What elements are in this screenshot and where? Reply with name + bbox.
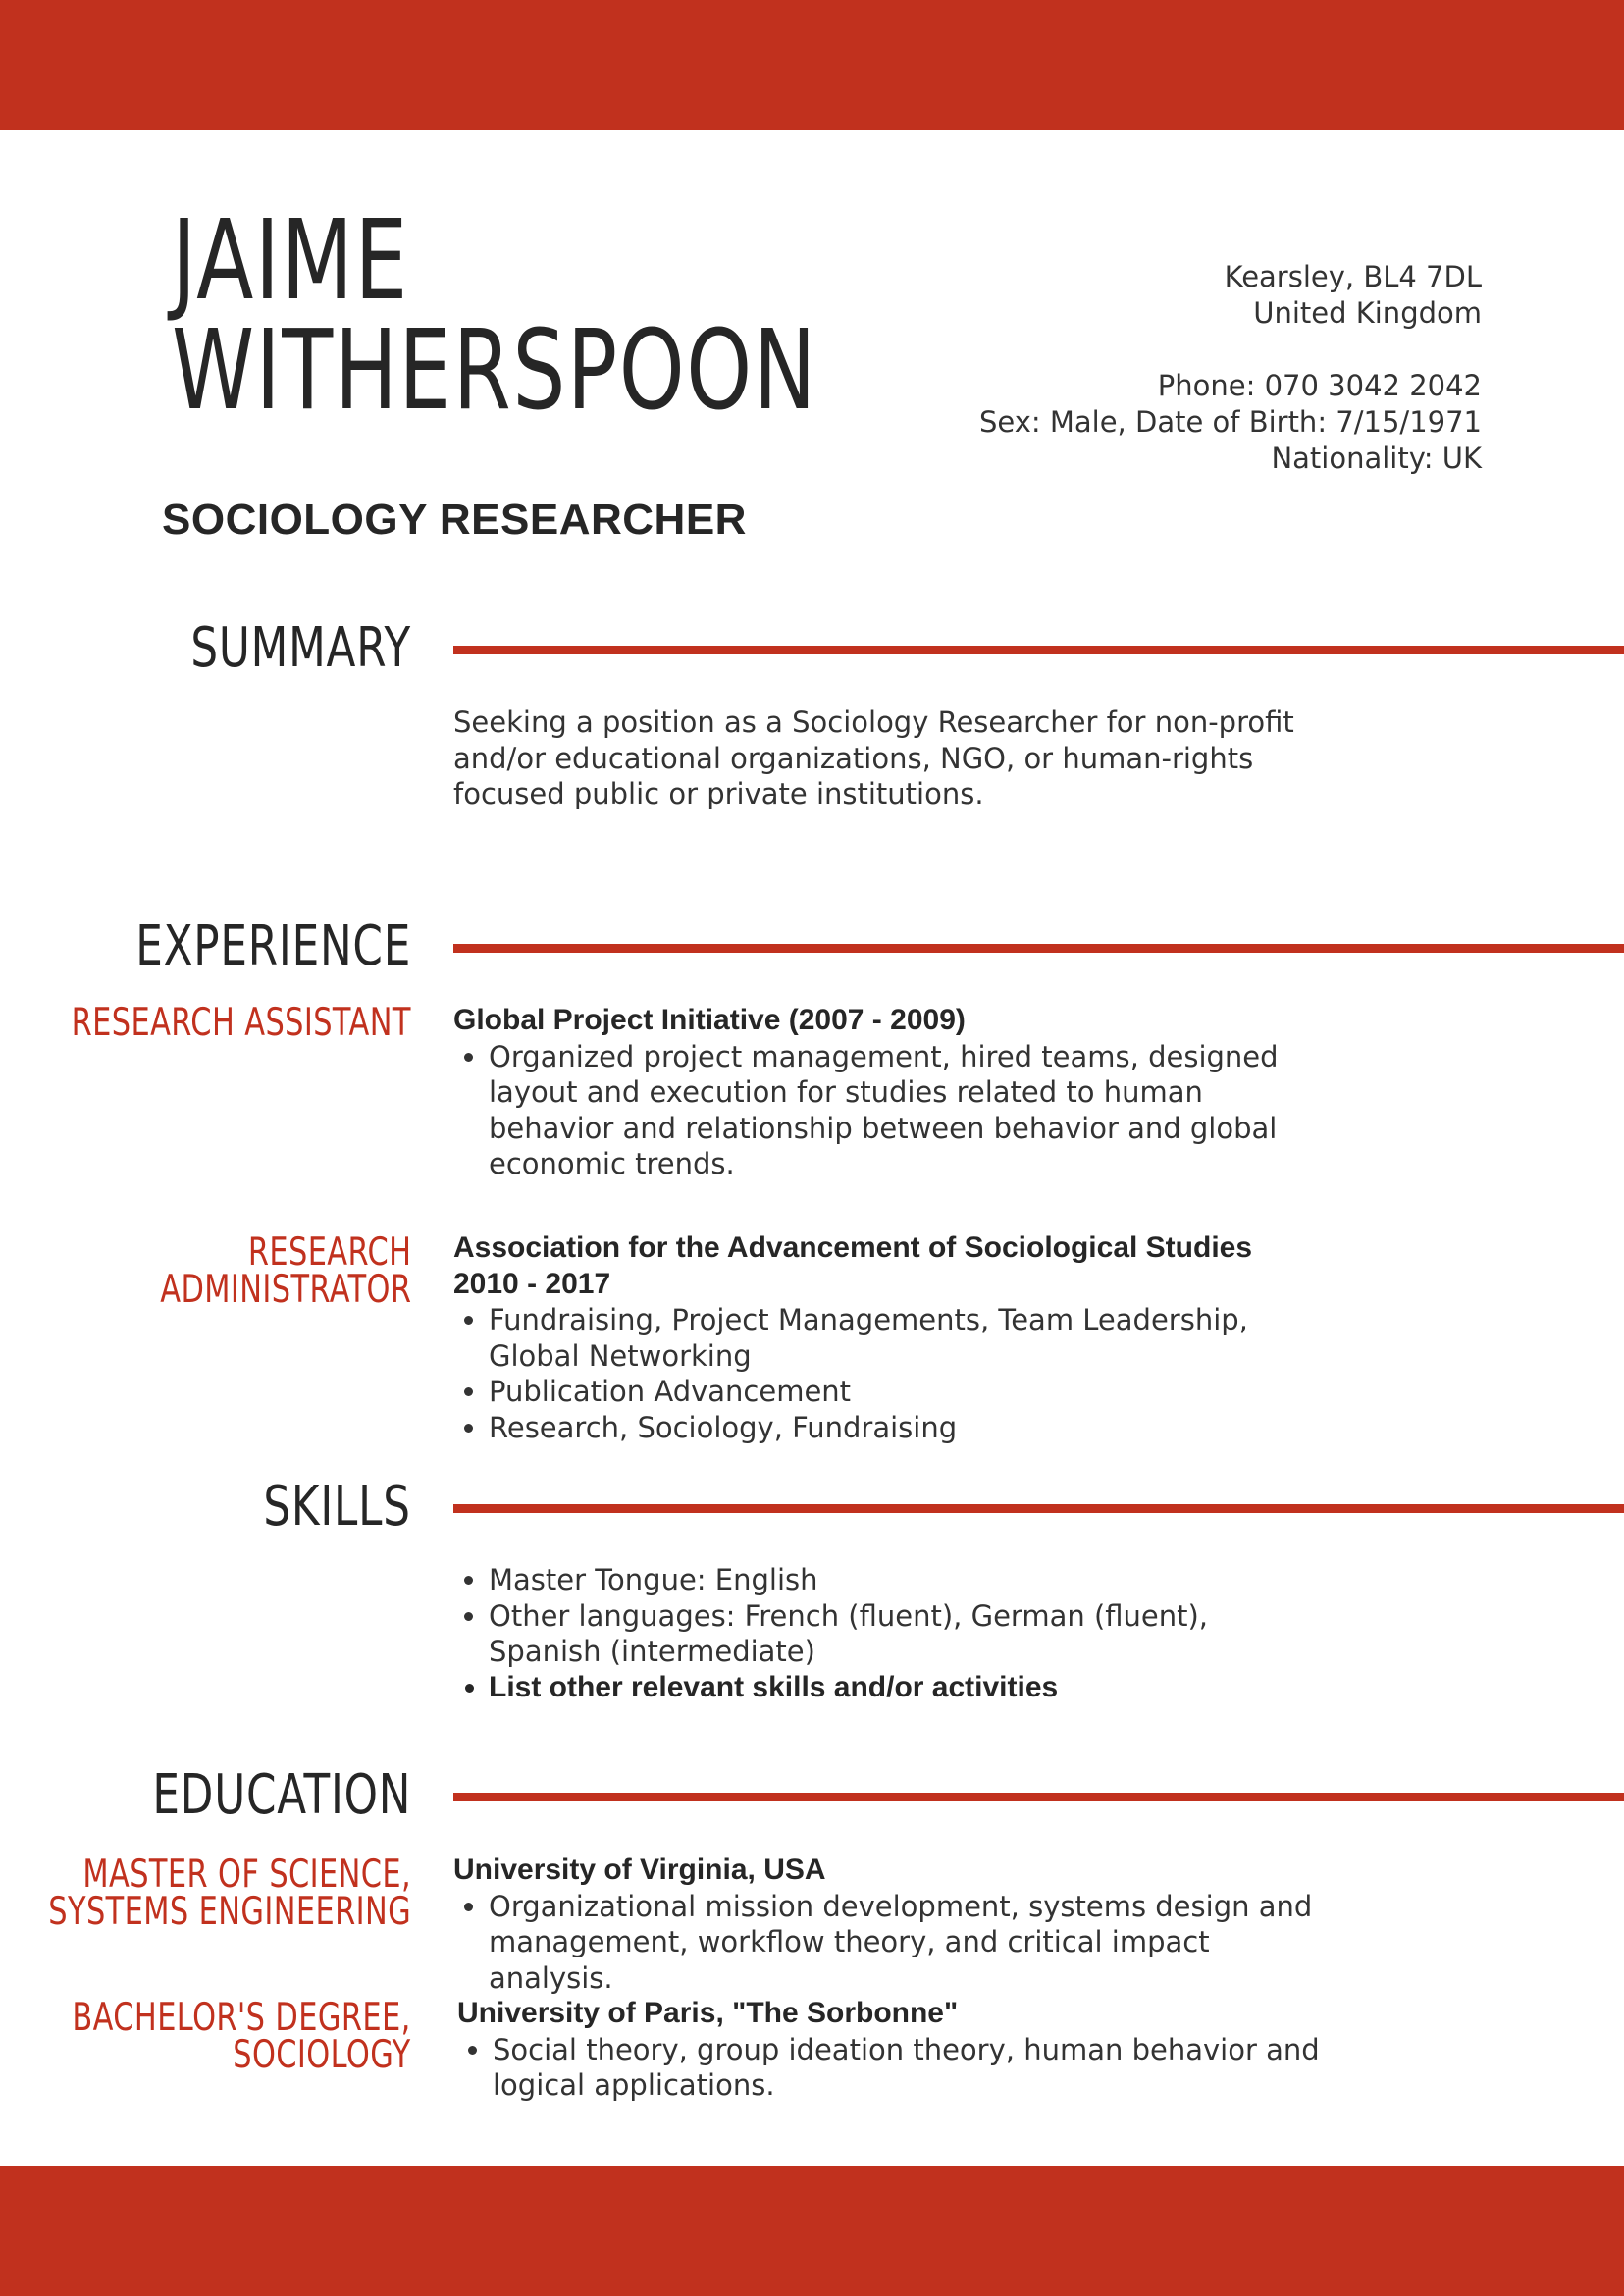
- section-rule-education: [453, 1793, 1624, 1801]
- skills-body: [453, 1562, 1317, 1705]
- bottom-color-band: [0, 2166, 1624, 2296]
- job-bullet: • Organized project management, hired teams, designed layout and execution for studies related to human behavior and relationship between behavior and global economic trends.: [489, 1039, 1317, 1182]
- job-org: Association for the Advancement of Sociological Studies: [453, 1231, 1253, 1264]
- degree-entry-2: [457, 1996, 1321, 2104]
- degree-title-masters: [48, 1852, 412, 1934]
- phone: Phone: 070 3042 2042: [1157, 369, 1482, 402]
- degree-title-bachelors: [72, 1996, 411, 2077]
- section-title-experience: EXPERIENCE: [135, 914, 411, 978]
- job-bullet: • Publication Advancement: [489, 1374, 1317, 1410]
- section-title-education: EDUCATION: [152, 1763, 411, 1827]
- nationality: Nationality: UK: [1271, 442, 1482, 475]
- section-title-summary: SUMMARY: [190, 616, 411, 680]
- job-title-line: RESEARCH: [247, 1230, 411, 1275]
- section-rule-experience: [453, 944, 1624, 953]
- top-color-band: [0, 0, 1624, 130]
- job-entry-1: [453, 1003, 1317, 1182]
- name-first: JAIME: [172, 197, 409, 325]
- job-title-research-administrator: [159, 1230, 411, 1312]
- skill-item: • Master Tongue: English: [489, 1562, 1317, 1598]
- degree-title-line: SOCIOLOGY: [233, 2033, 411, 2077]
- address-line-2: United Kingdom: [1253, 296, 1482, 330]
- summary-body: [453, 704, 1317, 812]
- degree-bullet: • Social theory, group ideation theory, human behavior and logical applications.: [493, 2032, 1321, 2104]
- job-org: Global Project Initiative (2007 - 2009): [453, 1004, 966, 1036]
- skill-item: • Other languages: French (fluent), German (fluent), Spanish (intermediate): [489, 1598, 1317, 1670]
- summary-text: Seeking a position as a Sociology Researcher for non-profit and/or educational organizations, NGO, or human-rights focused public or private institutions.: [453, 705, 1294, 810]
- degree-title-line: BACHELOR'S DEGREE,: [72, 1996, 411, 2040]
- job-role: SOCIOLOGY RESEARCHER: [162, 496, 747, 544]
- degree-bullets: [457, 2032, 1321, 2104]
- degree-school: University of Paris, "The Sorbonne": [457, 1997, 959, 2029]
- job-title-line: ADMINISTRATOR: [159, 1268, 411, 1312]
- skills-list: [453, 1562, 1317, 1705]
- name-last: WITHERSPOON: [172, 307, 817, 435]
- job-entry-2: [453, 1230, 1317, 1445]
- candidate-name: [172, 197, 817, 435]
- contact-block: [795, 259, 1482, 477]
- job-bullets: [453, 1039, 1317, 1182]
- degree-entry-1: [453, 1852, 1317, 1996]
- skill-item: • List other relevant skills and/or activities: [489, 1670, 1317, 1706]
- job-bullet: • Fundraising, Project Managements, Team Leadership, Global Networking: [489, 1302, 1317, 1374]
- job-title-research-assistant: [71, 1001, 411, 1045]
- job-bullet: • Research, Sociology, Fundraising: [489, 1410, 1317, 1446]
- degree-bullet: • Organizational mission development, systems design and management, workflow theory, and critical impact analysis.: [489, 1889, 1317, 1997]
- contact-spacer: [795, 332, 1482, 368]
- job-bullets: [453, 1302, 1317, 1445]
- section-rule-skills: [453, 1504, 1624, 1513]
- personal-details: Sex: Male, Date of Birth: 7/15/1971: [978, 405, 1482, 439]
- job-years: 2010 - 2017: [453, 1267, 611, 1300]
- degree-title-line: SYSTEMS ENGINEERING: [48, 1890, 411, 1934]
- job-title-line: RESEARCH ASSISTANT: [71, 1001, 411, 1045]
- degree-title-line: MASTER OF SCIENCE,: [82, 1852, 412, 1897]
- section-title-skills: SKILLS: [263, 1475, 411, 1539]
- section-rule-summary: [453, 646, 1624, 654]
- degree-bullets: [453, 1889, 1317, 1997]
- address-line-1: Kearsley, BL4 7DL: [1224, 260, 1482, 293]
- degree-school: University of Virginia, USA: [453, 1853, 826, 1886]
